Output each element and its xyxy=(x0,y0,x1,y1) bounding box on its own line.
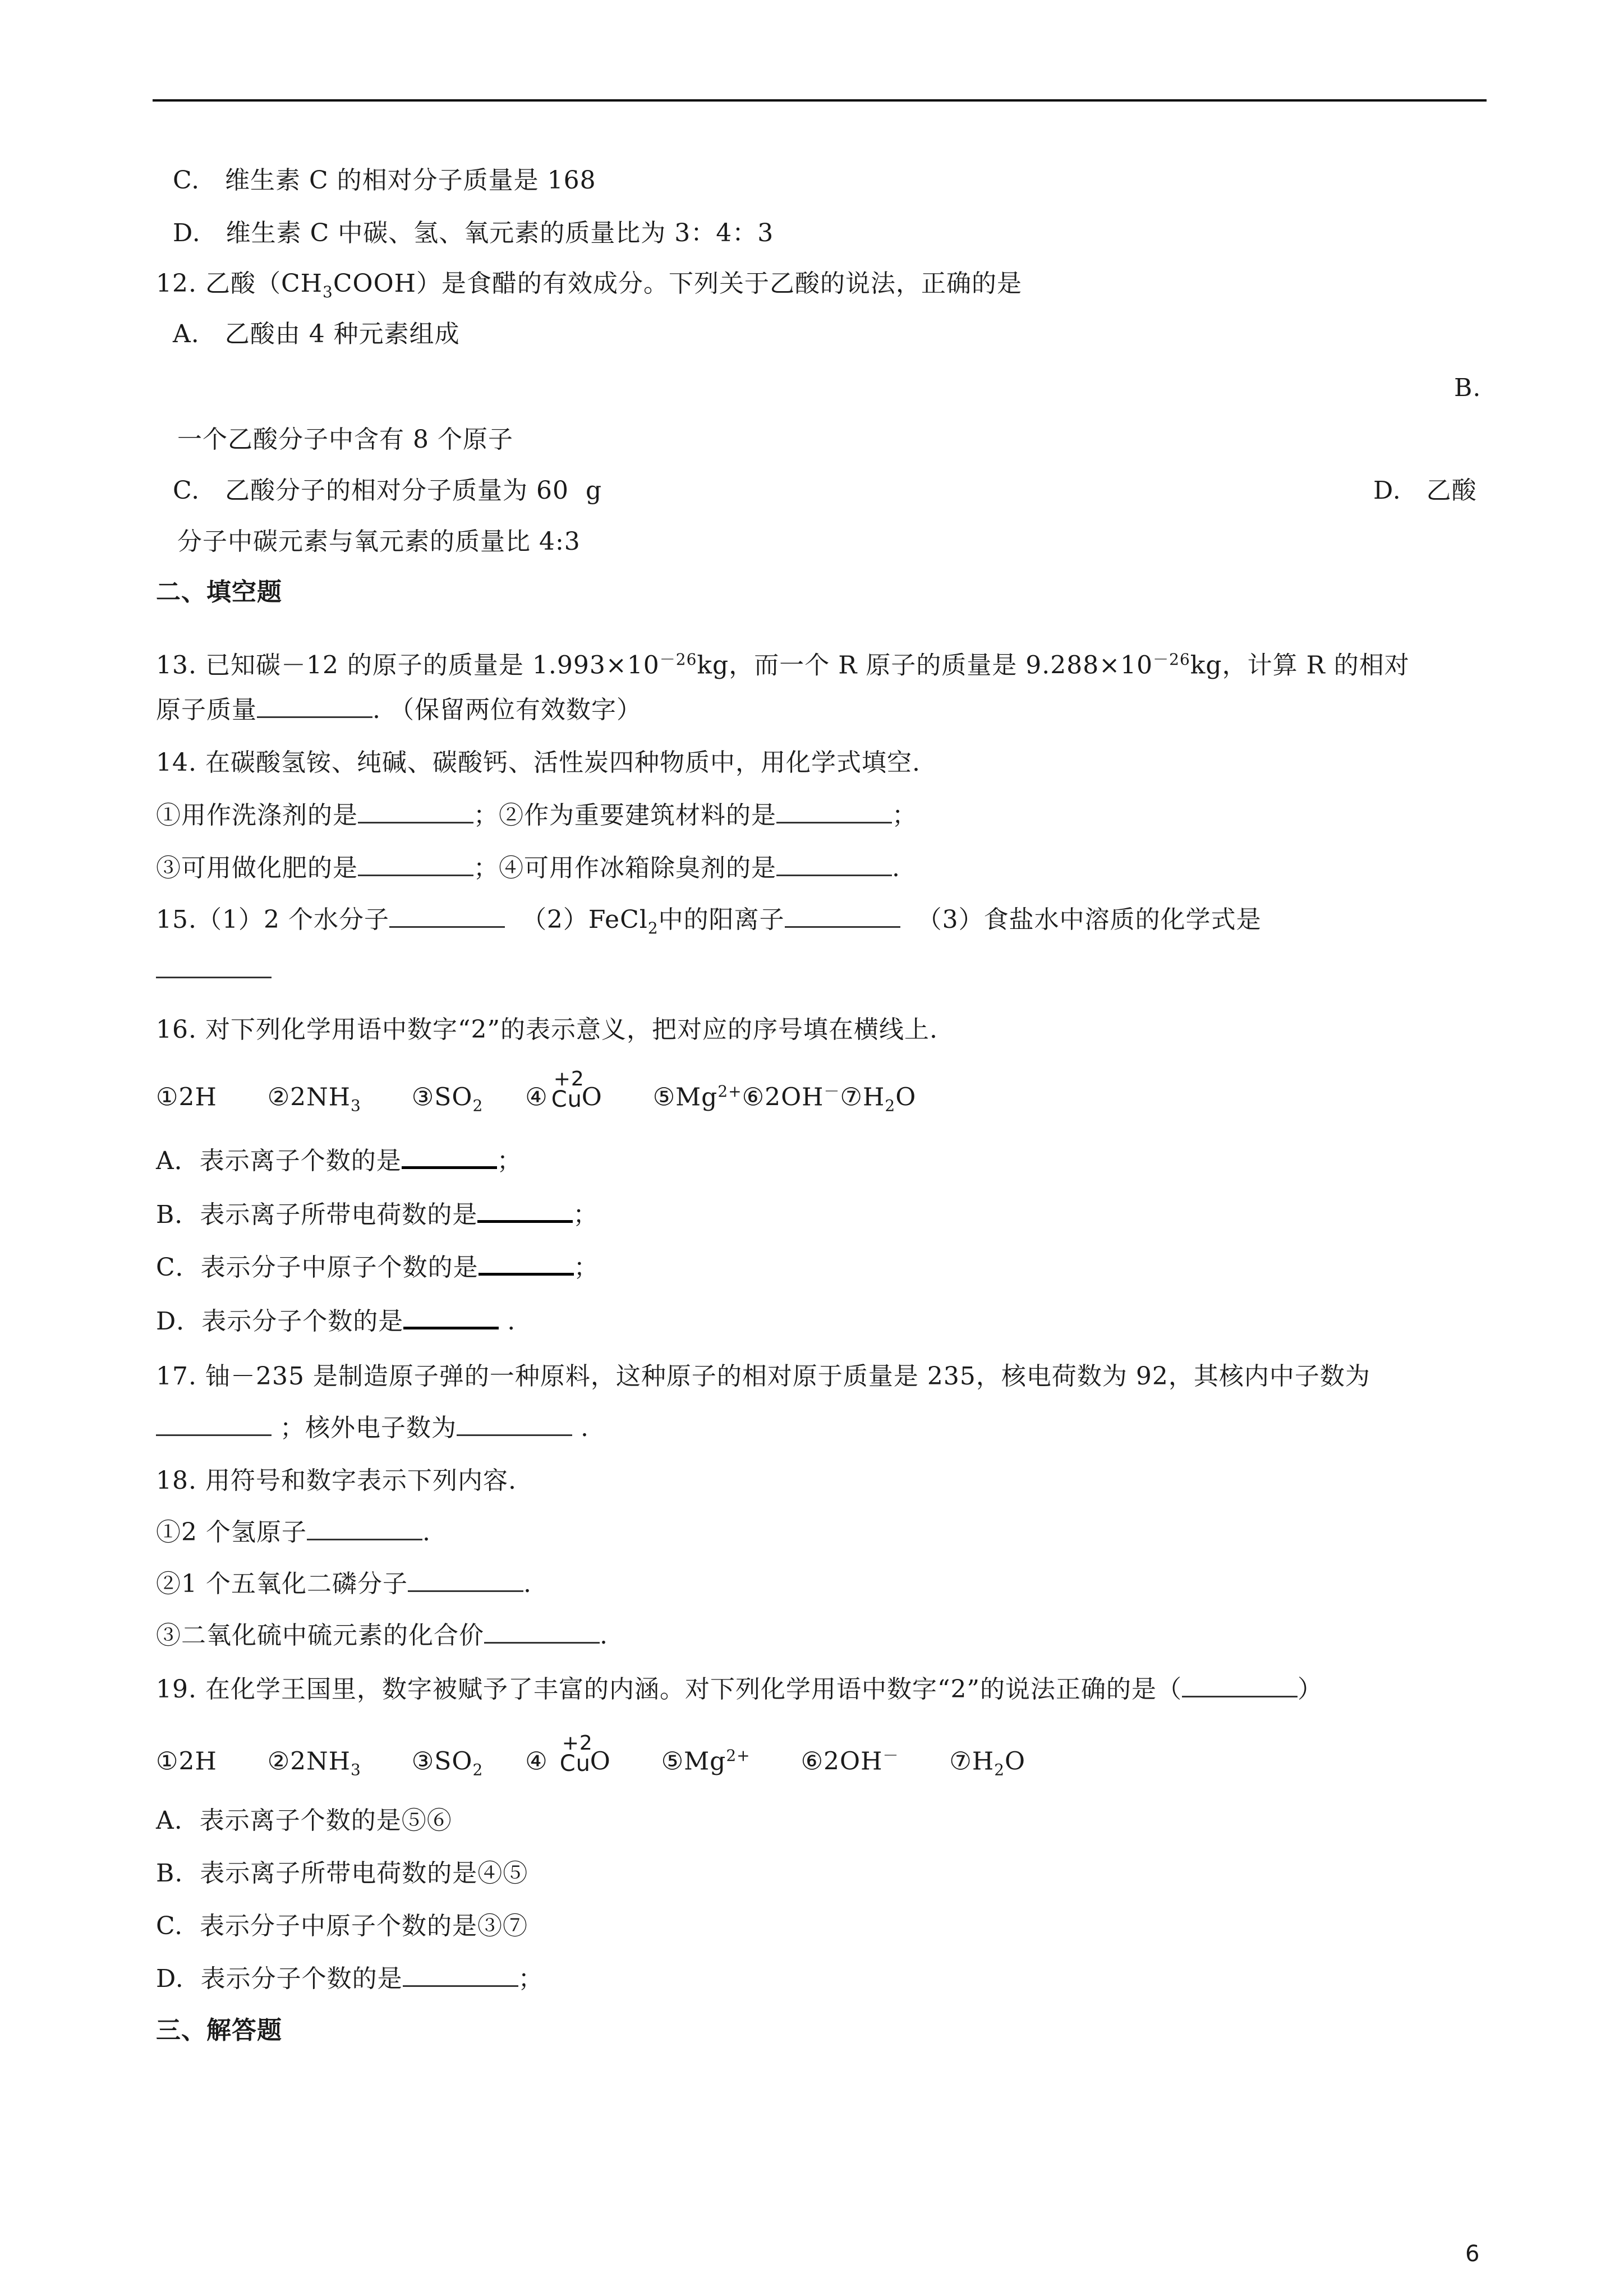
q19-stem: 19. 在化学王国里，数字被赋予了丰富的内涵。对下列化学用语中数字“2”的说法正确的是（ ） xyxy=(156,1675,1323,1704)
q14-blank-1[interactable] xyxy=(358,800,473,823)
q18-stem: 18. 用符号和数字表示下列内容. xyxy=(156,1466,517,1495)
q16-item-a: A．表示离子个数的是 ； xyxy=(156,1144,522,1178)
q17-line-1: 17. 铀－235 是制造原子弹的一种原料，这种原子的相对原于质量是 235，核电荷数为 92，其核内中子数为 xyxy=(156,1362,1370,1391)
q11-option-d: D. 维生素 C 中碳、氢、氧元素的质量比为 3：4：3 xyxy=(173,219,774,247)
q19-blank-d[interactable] xyxy=(403,1964,518,1987)
q18-line-2: ②1 个五氧化二磷分子 . xyxy=(156,1570,532,1598)
q15-line-1: 15.（1）2 个水分子 （2）FeCl$_2$中的阳离子 （3）食盐水中溶质的化学式是 xyxy=(156,905,1262,937)
q14-line-1: ①用作洗涤剂的是 ；②作为重要建筑材料的是 ； xyxy=(156,801,917,830)
q16-item-b: B．表示离子所带电荷数的是 ； xyxy=(156,1198,598,1232)
q16-blank-b[interactable] xyxy=(477,1199,573,1223)
q19-option-d: D. 表示分子个数的是 ； xyxy=(156,1964,544,1993)
q17-line-2: ；核外电子数为 . xyxy=(156,1411,589,1445)
section-heading-answer: 三、解答题 xyxy=(156,2016,282,2045)
q12-option-d-text: 分子中碳元素与氧元素的质量比 4:3 xyxy=(177,527,581,556)
q18-line-1: ①2 个氢原子 . xyxy=(156,1518,431,1547)
q16-item-c: C．表示分子中原子个数的是 ； xyxy=(156,1251,599,1285)
q15-line-2 xyxy=(156,954,272,987)
q13-line-1: 13. 已知碳－12 的原子的质量是 $1.993\times 10^{-26}kg$，而一个 R 原子的质量是 $9.288\times 10^{-26}kg$，计算 R 的相对 xyxy=(156,650,1410,680)
q13-answer-blank[interactable] xyxy=(257,695,372,718)
header-rule xyxy=(153,99,1487,102)
q17-blank-1[interactable] xyxy=(156,1413,272,1436)
q19-symbols: ①2H $②2NH_3$ $③SO_2$ ④ +2 Cu O $⑤Mg^{2+}$ ⑥2OH－ $⑦H_2O$ xyxy=(156,1732,1026,1779)
q16-blank-c[interactable] xyxy=(479,1251,574,1276)
q14-blank-4[interactable] xyxy=(776,853,892,876)
q19-option-b: B. 表示离子所带电荷数的是④⑤ xyxy=(156,1859,528,1888)
q17-blank-2[interactable] xyxy=(457,1413,572,1436)
q16-blank-d[interactable] xyxy=(403,1305,499,1329)
copper-oxidation-state: +2 Cu xyxy=(551,1068,585,1112)
q12-stem: 12. 乙酸$(CH_3COOH)$是食醋的有效成分。下列关于乙酸的说法，正确的是 xyxy=(156,269,1023,301)
q16-blank-a[interactable] xyxy=(402,1145,497,1169)
page-number: 6 xyxy=(1465,2241,1480,2267)
q15-blank-2[interactable] xyxy=(785,905,900,928)
q11-option-c: C. 维生素 C 的相对分子质量是 168 xyxy=(173,166,596,195)
q15-blank-3[interactable] xyxy=(156,955,272,978)
q16-stem: 16. 对下列化学用语中数字“2”的表示意义，把对应的序号填在横线上. xyxy=(156,1015,938,1044)
q18-blank-2[interactable] xyxy=(408,1569,523,1592)
q12-option-a: A. 乙酸由 4 种元素组成 xyxy=(173,320,460,348)
q19-option-a: A. 表示离子个数的是⑤⑥ xyxy=(156,1806,452,1835)
q13-line-2: 原子质量 . （保留两位有效数字） xyxy=(156,696,642,724)
q19-option-c: C. 表示分子中原子个数的是③⑦ xyxy=(156,1912,528,1940)
section-heading-fill-in: 二、填空题 xyxy=(156,578,282,606)
q19-answer-blank[interactable] xyxy=(1182,1674,1298,1697)
q16-symbols: ①2H $②2NH_3$ $③SO_2$ ④ +2 Cu O $⑤Mg^{2+}⑥2OH^-⑦H_2O$ xyxy=(156,1068,917,1115)
q14-stem: 14. 在碳酸氢铵、纯碱、碳酸钙、活性炭四种物质中，用化学式填空. xyxy=(156,748,921,777)
q12-option-b-text: 一个乙酸分子中含有 8 个原子 xyxy=(177,425,513,454)
q12-option-b-label: B. xyxy=(1454,374,1482,402)
q14-line-2: ③可用做化肥的是 ；④可用作冰箱除臭剂的是 . xyxy=(156,854,900,882)
q16-item-d: D．表示分子个数的是 . xyxy=(156,1305,516,1338)
q12-option-c: C. 乙酸分子的相对分子质量为 60 g xyxy=(173,476,602,505)
q14-blank-3[interactable] xyxy=(358,853,473,876)
copper-oxidation-state: +2 Cu xyxy=(559,1732,593,1777)
q18-line-3: ③二氧化硫中硫元素的化合价 . xyxy=(156,1621,608,1650)
q18-blank-1[interactable] xyxy=(307,1517,422,1540)
q12-option-d-label: D. 乙酸 xyxy=(1373,476,1477,505)
q14-blank-2[interactable] xyxy=(776,800,892,823)
q15-blank-1[interactable] xyxy=(389,905,505,928)
q18-blank-3[interactable] xyxy=(484,1621,600,1644)
